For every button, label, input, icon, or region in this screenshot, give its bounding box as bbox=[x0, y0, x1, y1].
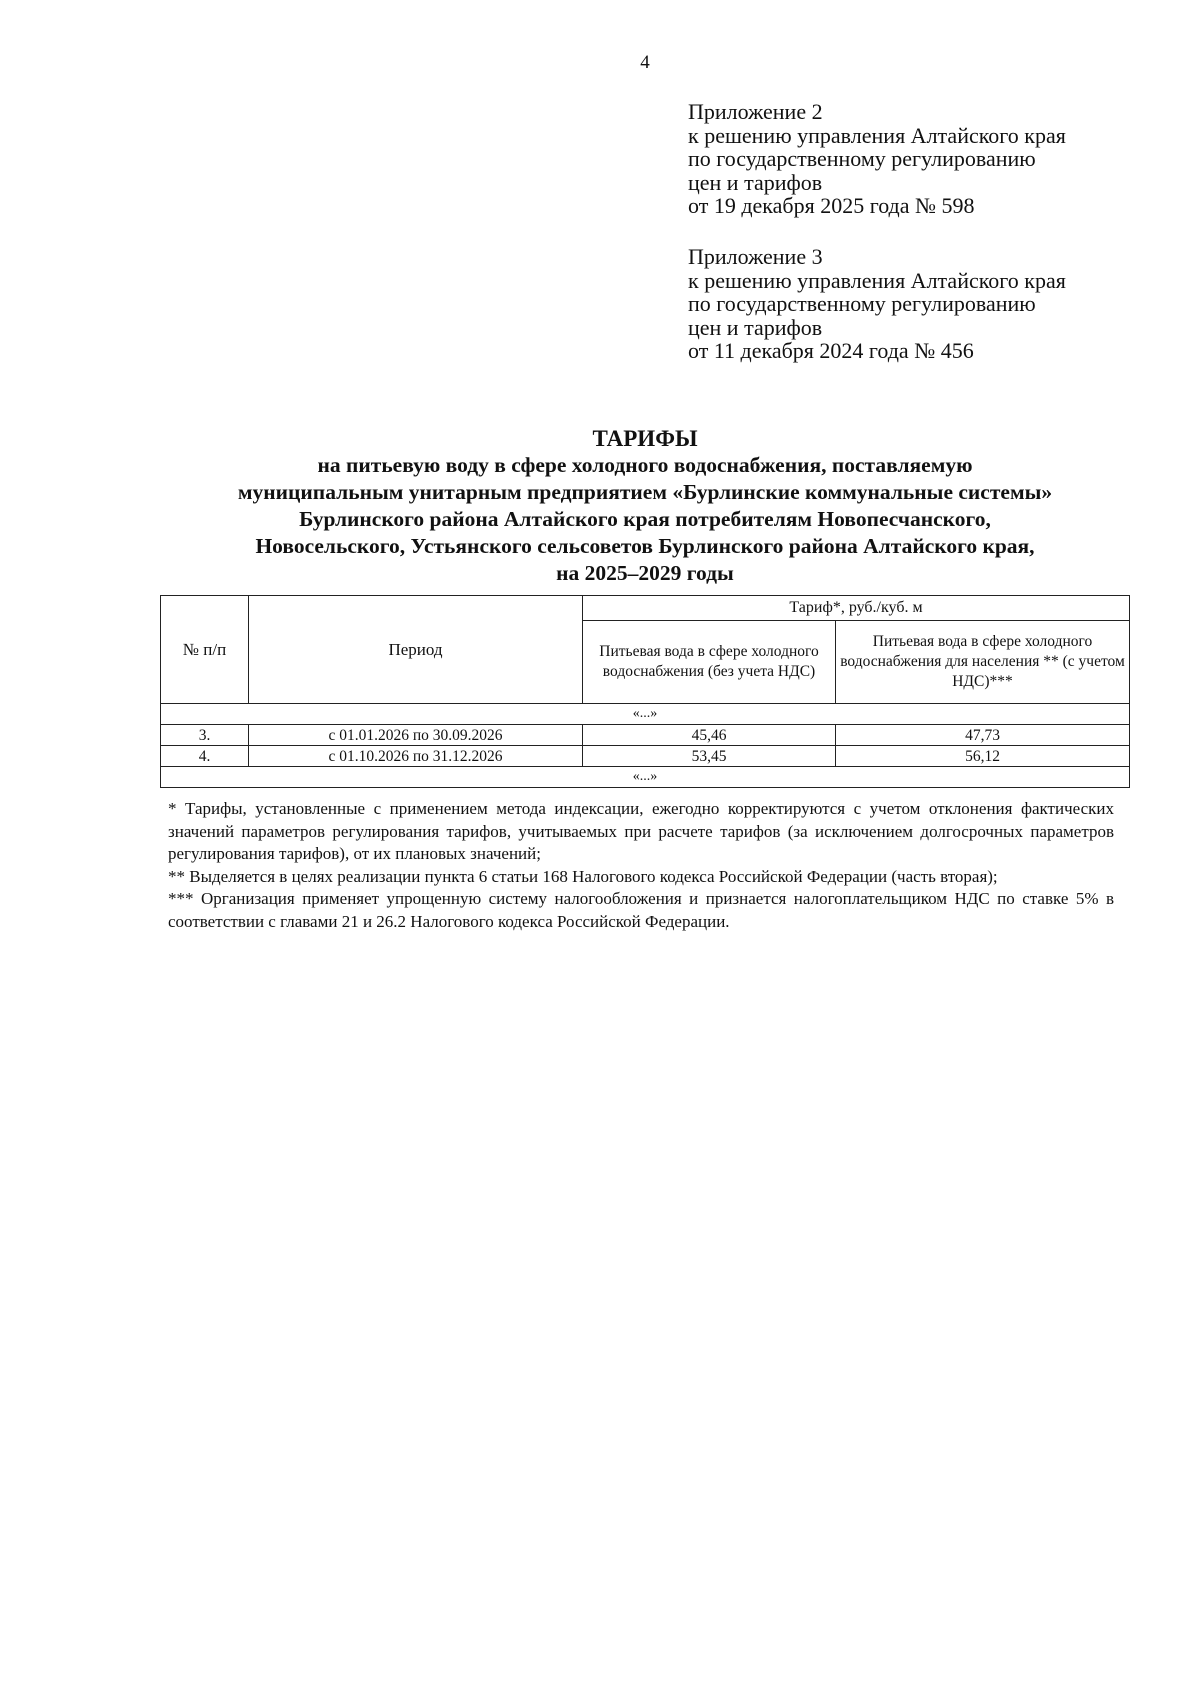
header-period: Период bbox=[249, 596, 583, 704]
row-tariff-population: 56,12 bbox=[836, 746, 1130, 767]
row-tariff-no-vat: 53,45 bbox=[583, 746, 836, 767]
row-tariff-population: 47,73 bbox=[836, 725, 1130, 746]
appendix-line: по государственному регулированию bbox=[688, 146, 1036, 171]
table-row bbox=[161, 746, 1130, 767]
appendix-line: от 19 декабря 2025 года № 598 bbox=[688, 193, 975, 218]
title-line: Новосельского, Устьянского сельсоветов Бурлинского района Алтайского края, bbox=[255, 534, 1035, 558]
footnotes bbox=[168, 798, 1114, 933]
table-ellipsis: «...» bbox=[161, 704, 1130, 725]
page-number: 4 bbox=[640, 52, 650, 73]
appendix-line: к решению управления Алтайского края bbox=[688, 122, 1066, 148]
row-period: с 01.10.2026 по 31.12.2026 bbox=[249, 746, 583, 767]
header-population: Питьевая вода в сфере холодного водоснабжения для населения ** (с учетом НДС)*** bbox=[836, 621, 1130, 704]
appendix-line: цен и тарифов bbox=[688, 169, 823, 195]
appendix-line: цен и тарифов bbox=[688, 314, 823, 340]
title-line: Бурлинского района Алтайского края потребителям Новопесчанского, bbox=[299, 507, 991, 531]
appendix-2-block bbox=[688, 100, 1066, 218]
document-title bbox=[150, 425, 1140, 587]
row-number: 3. bbox=[161, 725, 249, 746]
appendix-line: к решению управления Алтайского края bbox=[688, 267, 1066, 293]
appendix-line: по государственному регулированию bbox=[688, 291, 1036, 316]
title-heading: ТАРИФЫ bbox=[592, 426, 698, 451]
title-line: на 2025–2029 годы bbox=[556, 561, 734, 585]
row-number: 4. bbox=[161, 746, 249, 767]
title-line: муниципальным унитарным предприятием «Бурлинские коммунальные системы» bbox=[237, 480, 1053, 504]
appendix-line: Приложение 2 bbox=[688, 99, 823, 124]
footnote: ** Выделяется в целях реализации пункта 6 статьи 168 Налогового кодекса Российской Федерации (часть вторая); bbox=[168, 866, 998, 886]
footnote: * Тарифы, установленные с применением метода индексации, ежегодно корректируются с учетом отклонения фактических значений параметров регулирования тарифов, учитываемых при расчете тарифов (за исключением долгосрочных параметров регулирования тарифов), от их плановых значений; bbox=[168, 799, 1114, 863]
row-tariff-no-vat: 45,46 bbox=[583, 725, 836, 746]
table-ellipsis: «...» bbox=[161, 767, 1130, 788]
footnote: *** Организация применяет упрощенную систему налогообложения и признается налогоплательщиком НДС по ставке 5% в соответствии с главами 21 и 26.2 Налогового кодекса Российской Федерации. bbox=[168, 889, 1114, 931]
row-period: с 01.01.2026 по 30.09.2026 bbox=[249, 725, 583, 746]
header-tariff-group: Тариф*, руб./куб. м bbox=[583, 596, 1130, 621]
header-no-vat: Питьевая вода в сфере холодного водоснабжения (без учета НДС) bbox=[583, 621, 836, 704]
tariff-table bbox=[160, 595, 1130, 788]
header-number: № п/п bbox=[161, 596, 249, 704]
appendix-3-block bbox=[688, 245, 1066, 363]
appendix-line: от 11 декабря 2024 года № 456 bbox=[688, 338, 974, 363]
title-line: на питьевую воду в сфере холодного водоснабжения, поставляемую bbox=[317, 453, 973, 477]
table-row bbox=[161, 725, 1130, 746]
appendix-line: Приложение 3 bbox=[688, 244, 823, 269]
